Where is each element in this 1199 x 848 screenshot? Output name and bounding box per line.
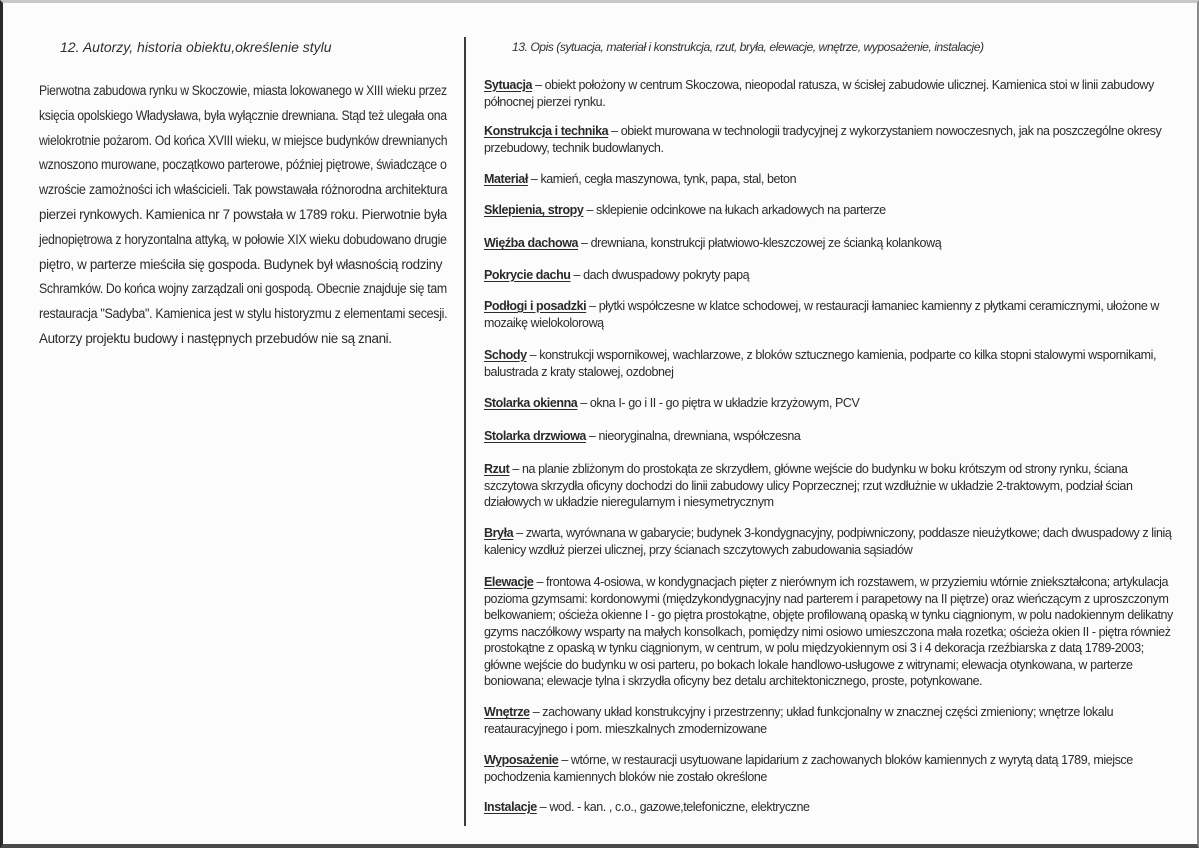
entry-text: obiekt murowana w technologii tradycyjnej z wykorzystaniem nowoczesnych, jak na poszczególne okresy [620,124,1162,138]
entry-schody: Schody – konstrukcji wspornikowej, wachlarzowe, z bloków sztucznego kamienia, podparte co kilka stopni stalowymi wspornikami, balustrada z kraty stalowej, ozdobnej [484,347,1174,380]
entry-text: na planie zbliżonym do prostokąta ze skrzydłem, główne wejście do budynku w boku krótszym od strony rynku, ściana [521,462,1128,476]
entry-text: drewniana, konstrukcji płatwiowo-kleszczowej ze ścianką kolankową [590,236,942,250]
section-12-body [39,79,448,352]
entry-term: Wnętrze [484,705,530,719]
section-13-heading: 13. Opis (sytuacja, materiał i konstrukcja, rzut, bryła, elewacje, wnętrze, wyposażenie, instalacje) [512,40,984,54]
entry-text: belkowaniem; ościeża okienne I - go piętra prostokątne, objęte profilowaną opaską w tynku ciągnionym, w polu nadokiennym delikatny [484,608,1173,622]
paragraph-line: piętro, w parterze mieściła się gospoda. Budynek był własnością rodziny [39,256,443,272]
entry-term: Elewacje [484,575,534,589]
entry-term: Podłogi i posadzki [484,299,587,313]
entry-term: Konstrukcja i technika [484,124,609,138]
entry-term: Stolarka drzwiowa [484,429,586,443]
entry-text: reatauracyjnego i pom. mieszkalnych zmodernizowane [484,721,767,736]
entry-text: boniowana; elewacje tylna i skrzydła oficyny bez detalu architektonicznego, proste, potynkowane. [484,674,983,688]
entry-term: Schody [484,348,527,362]
entry-stolarka-drzwiowa: Stolarka drzwiowa – nieoryginalna, drewniana, współczesna [484,429,801,443]
entry-sklepienia: Sklepienia, stropy – sklepienie odcinkowe na łukach arkadowych na parterze [484,203,886,217]
entry-term: Stolarka okienna [484,396,578,410]
entry-text: dach dwuspadowy pokryty papą [583,268,750,282]
paragraph-line: pierzei rynkowych. Kamienica nr 7 powstała w 1789 roku. Pierwotnie była [39,206,447,222]
entry-term: Wyposażenie [484,753,559,767]
paragraph-line: Schramków. Do końca wojny zarządzali oni gospodą. Obecnie znajduje się tam [39,281,447,297]
entry-text: obiekt położony w centrum Skoczowa, nieopodal ratusza, w ścisłej zabudowie ulicznej. Kamienica stoi w linii zabudowy [544,78,1154,92]
entry-pokrycie: Pokrycie dachu – dach dwuspadowy pokryty papą [484,268,750,282]
paragraph-line: wznoszono murowane, początkowo parterowe, później piętrowe, świadczące o [39,157,447,173]
paragraph-line: jednopiętrowa z horyzontalna attyką, w połowie XIX wieku dobudowano drugie [39,231,447,247]
entry-term: Sklepienia, stropy [484,203,584,217]
entry-text: pochodzenia kamiennych bloków nie zostało określone [484,769,767,784]
entry-term: Rzut [484,462,510,476]
entry-wnetrze: Wnętrze – zachowany układ konstrukcyjny i przestrzenny; układ funkcjonalny w znacznej części zmieniony; wnętrze lokalu reatauracyjnego i pom. mieszkalnych zmodernizowane [484,704,1174,737]
entry-material: Materiał – kamień, cegła maszynowa, tynk, papa, stal, beton [484,172,797,186]
entry-term: Bryła [484,526,514,540]
entry-text: balustrada z kraty stalowej, ozdobnej [484,364,674,379]
entry-text: północnej pierzei rynku. [484,94,606,109]
paragraph-line: Autorzy projektu budowy i następnych przebudów nie są znani. [39,330,392,346]
entry-rzut: Rzut – na planie zbliżonym do prostokąta ze skrzydłem, główne wejście do budynku w boku krótszym od strony rynku, ściana szczytowa skrzydła oficyny dochodzi do linii zabudowy ulicy Poprzecznej; rzut wzdłużnie w układzie 2-traktowym, podział ścian działowych w układzie nieregularnym i niesymetrycznym [484,461,1174,511]
entry-text: płytki współczesne w klatce schodowej, w restauracji łamaniec kamienny z płytkami ceramicznymi, ułożone w [598,299,1160,313]
paragraph-line: restauracja "Sadyba". Kamienica jest w stylu historyzmu z elementami secesji. [39,306,448,322]
entry-text: okna I- go i II - go piętra w układzie krzyżowym, PCV [589,396,860,410]
entry-podlogi: Podłogi i posadzki – płytki współczesne w klatce schodowej, w restauracji łamaniec kamienny z płytkami ceramicznymi, ułożone w mozaikę wielokolorową [484,298,1174,331]
entry-text: główne wejście do budynku w osi parteru, po bokach lokale handlowo-usługowe z witrynami; elewacja otynkowana, w parterze [484,657,1133,672]
entry-text: szczytowa skrzydła oficyny dochodzi do linii zabudowy ulicy Poprzecznej; rzut wzdłużnie w układzie 2-traktowym, podział ścian [484,478,1133,493]
entry-text: sklepienie odcinkowe na łukach arkadowych na parterze [595,203,886,217]
entry-text: działowych w układzie nieregularnym i niesymetrycznym [484,495,774,509]
entry-konstrukcja: Konstrukcja i technika – obiekt murowana w technologii tradycyjnej z wykorzystaniem nowoczesnych, jak na poszczególne okresy przebudowy, technik budowlanych. [484,123,1174,156]
entry-text: nieoryginalna, drewniana, współczesna [598,429,801,443]
entry-elewacje: Elewacje – frontowa 4-osiowa, w kondygnacjach pięter z nierównym ich rozstawem, w przyziemiu wtórnie zniekształcona; artykulacja pozioma gzymsami: kordonowymi (międzykondygnacyjny nad parterem i parapetowy na II piętrze) oraz wieńczącym z uproszczonym belkowaniem; ościeża okienne I - go piętra prostokątne, objęte profilowaną opaską w tynku ciągnionym, w polu nadokiennym delikatny gzyms naczółkowy wsparty na małych konsolkach, pomiędzy nimi osiowo umieszczona mała rozetka; ościeża okien II - piętra również prostokątne z opaską w tynku ciągnionym, w centrum, w polu międzyokiennym osi 3 i 4 dekoracja rzeźbiarska z datą 1789-2003; główne wejście do budynku w osi parteru, po bokach lokale handlowo-usługowe z witrynami; elewacja otynkowana, w parterze boniowana; elewacje tylna i skrzydła oficyny bez detalu architektonicznego, proste, potynkowane. [484,575,1173,688]
paragraph-line: Pierwotna zabudowa rynku w Skoczowie, miasta lokowanego w XIII wieku przez [39,83,447,98]
entry-text: gzyms naczółkowy wsparty na małych konsolkach, pomiędzy nimi osiowo umieszczona mała rozetka; ościeża okien II - piętra również [484,624,1171,639]
column-divider [464,37,466,826]
entry-text: prostokątne z opaską w tynku ciągnionym, w centrum, w polu międzyokiennym osi 3 i 4 dekoracja rzeźbiarska z datą 1789-2003; [484,641,1144,655]
entry-term: Pokrycie dachu [484,268,571,282]
entry-wyposazenie: Wyposażenie – wtórne, w restauracji usytuowane lapidarium z zachowanych bloków kamiennych z wyrytą datą 1789, miejsce pochodzenia kamiennych bloków nie zostało określone [484,752,1174,785]
entry-text: przebudowy, technik budowlanych. [484,140,664,155]
entry-term: Materiał [484,172,528,186]
entry-text: kalenicy wzdłuż pierzei ulicznej, przy ścianach szczytowych zabudowania sąsiadów [484,542,913,557]
entry-text: kamień, cegła maszynowa, tynk, papa, stal, beton [540,172,797,186]
paragraph-line: księcia opolskiego Władysława, była wyłącznie drewniana. Stąd też ulegała ona [39,107,447,123]
entry-stolarka-okienna: Stolarka okienna – okna I- go i II - go piętra w układzie krzyżowym, PCV [484,396,860,410]
entry-text: konstrukcji wspornikowej, wachlarzowe, z bloków sztucznego kamienia, podparte co kilka stopni stalowymi wspornikami, [539,348,1157,362]
entry-text: zwarta, wyrównana w gabarycie; budynek 3-kondygnacyjny, podpiwniczony, poddasze nieużytkowe; dach dwuspadowy z linią [525,526,1172,540]
entry-text: pozioma gzymsami: kordonowymi (międzykondygnacyjny nad parterem i parapetowy na II piętrze) oraz wieńczącym z uproszczonym [484,591,1169,606]
section-12-heading: 12. Autorzy, historia obiektu,określenie stylu [60,39,332,55]
entry-term: Instalacje [484,800,537,814]
entry-text: wod. - kan. , c.o., gazowe,telefoniczne, elektryczne [549,800,810,814]
entry-sytuacja: Sytuacja – obiekt położony w centrum Skoczowa, nieopodal ratusza, w ścisłej zabudowie ulicznej. Kamienica stoi w linii zabudowy północnej pierzei rynku. [484,77,1174,110]
entry-text: frontowa 4-osiowa, w kondygnacjach pięter z nierównym ich rozstawem, w przyziemiu wtórnie zniekształcona; artykulacja [546,575,1168,589]
entry-term: Sytuacja [484,78,533,92]
entry-term: Więźba dachowa [484,236,579,250]
entry-text: mozaikę wielokolorową [484,315,604,330]
entry-text: wtórne, w restauracji usytuowane lapidarium z zachowanych bloków kamiennych z wyrytą datą 1789, miejsce [570,753,1133,767]
paragraph-line: wielokrotnie pożarom. Od końca XVIII wieku, w miejsce budynków drewnianych [39,132,448,148]
paragraph-line: wzroście zamożności ich właścicieli. Tak powstawała różnorodna architektura [39,182,448,198]
entry-instalacje: Instalacje – wod. - kan. , c.o., gazowe,telefoniczne, elektryczne [484,800,810,814]
entry-text: zachowany układ konstrukcyjny i przestrzenny; układ funkcjonalny w znacznej części zmieniony; wnętrze lokalu [542,705,1114,719]
entry-bryla: Bryła – zwarta, wyrównana w gabarycie; budynek 3-kondygnacyjny, podpiwniczony, poddasze nieużytkowe; dach dwuspadowy z linią kalenicy wzdłuż pierzei ulicznej, przy ścianach szczytowych zabudowania sąsiadów [484,525,1174,558]
entry-wiezba: Więźba dachowa – drewniana, konstrukcji płatwiowo-kleszczowej ze ścianką kolankową [484,236,942,250]
